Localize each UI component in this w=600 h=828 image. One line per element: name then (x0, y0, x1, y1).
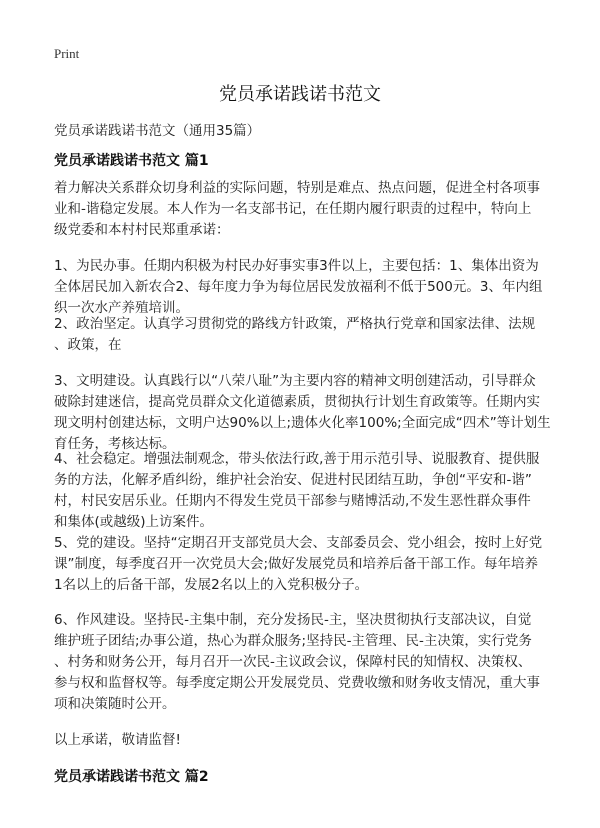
paragraph-line: 务的方法，化解矛盾纠纷，维护社会治安、促进村民团结互助，争创“平安和-谐” (54, 472, 532, 488)
paragraph (54, 314, 535, 356)
paragraph-line: 村，村民安居乐业。任期内不得发生党员干部参与赌博活动,不发生恶性群众事件 (54, 493, 531, 509)
paragraph-line: 育任务，考核达标。 (54, 436, 176, 452)
paragraph-line: 项和决策随时公开。 (54, 696, 176, 712)
paragraph-line: 破除封建迷信，提高党员群众文化道德素质，贯彻执行计划生育政策等。任期内实 (54, 394, 540, 410)
section-heading-1: 党员承诺践诺书范文 篇1 (54, 153, 209, 169)
paragraph-line: 、政策，在 (54, 337, 122, 353)
paragraph-line: 业和-谐稳定发展。本人作为一名支部书记，在任期内履行职责的过程中，特向上 (54, 201, 532, 217)
paragraph-line: 1名以上的后备干部，发展2名以上的入党积极分子。 (54, 577, 369, 593)
paragraph (54, 449, 539, 533)
print-label[interactable]: Print (54, 46, 80, 61)
paragraph-line: 4、社会稳定。增强法制观念，带头依法行政,善于用示范引导、说服教育、提供服 (54, 451, 540, 467)
paragraph-line: 参与权和监督权等。每季度定期公开发展党员、党费收缴和财务收支情况，重大事 (54, 675, 540, 691)
paragraph (54, 178, 540, 241)
paragraph-line: 、村务和财务公开，每月召开一次民-主议政会议，保障村民的知情权、决策权、 (54, 654, 532, 670)
paragraph-line: 织一次水产养殖培训。 (54, 300, 189, 316)
paragraph-line: 维护班子团结;办事公道，热心为群众服务;坚持民-主管理、民-主决策，实行党务 (54, 633, 532, 649)
paragraph-line: 现文明村创建达标，文明户达90%以上;遗体火化率100%;全面完成“四术”等计划生 (54, 415, 551, 431)
paragraph-line: 级党委和本村村民郑重承诺： (54, 222, 230, 238)
document-subtitle: 党员承诺践诺书范文（通用35篇） (54, 123, 261, 139)
paragraph-line: 全体居民加入新农合2、每年度力争为每位居民发放福利不低于500元。3、年内组 (54, 279, 543, 295)
section-heading-2: 党员承诺践诺书范文 篇2 (54, 769, 209, 785)
paragraph (54, 371, 551, 455)
paragraph-line: 着力解决关系群众切身利益的实际问题，特别是难点、热点问题，促进全村各项事 (54, 180, 540, 196)
paragraph-line: 以上承诺，敬请监督! (54, 732, 181, 748)
paragraph (54, 256, 542, 319)
paragraph (54, 610, 540, 715)
paragraph-line: 1、为民办事。任期内积极为村民办好事实事3件以上，主要包括：1、集体出资为 (54, 258, 539, 274)
paragraph-line: 2、政治坚定。认真学习贯彻党的路线方针政策，严格执行党章和国家法律、法规 (54, 316, 536, 332)
paragraph-line: 6、作风建设。坚持民-主集中制，充分发扬民-主，坚决贯彻执行支部决议，自觉 (54, 612, 532, 628)
paragraph-line: 5、党的建设。坚持“定期召开支部党员大会、支部委员会、党小组会，按时上好党 (54, 535, 543, 551)
document-title: 党员承诺践诺书范文 (219, 84, 381, 105)
paragraph-line: 和集体(或越级)上访案件。 (54, 514, 214, 530)
paragraph-line: 3、文明建设。认真践行以“八荣八耻”为主要内容的精神文明创建活动，引导群众 (54, 373, 536, 389)
paragraph (54, 533, 542, 596)
paragraph (54, 730, 181, 751)
paragraph-line: 课”制度，每季度召开一次党员大会;做好发展党员和培养后备干部工作。每年培养 (54, 556, 539, 572)
